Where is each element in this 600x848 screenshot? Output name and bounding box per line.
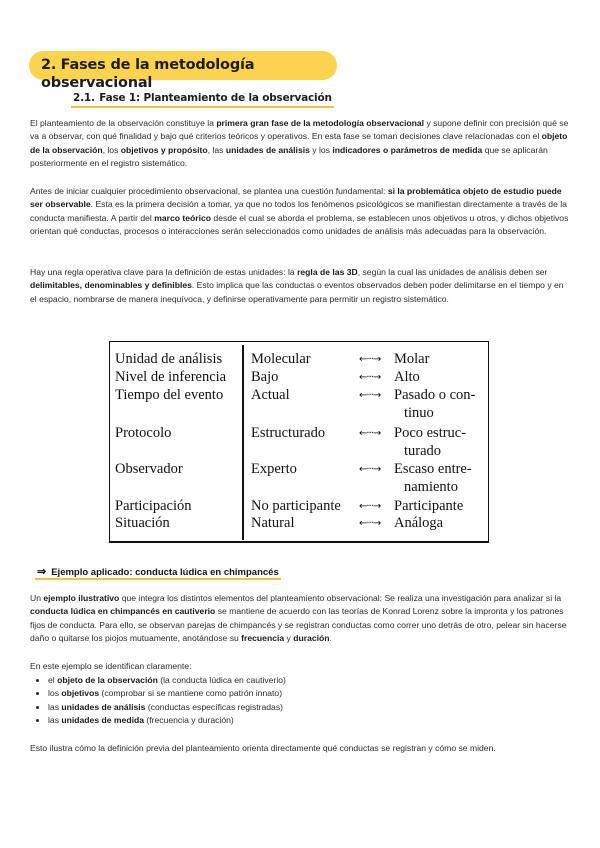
bidirectional-arrow-icon: ←···→: [359, 354, 381, 365]
paragraph-intro: [30, 117, 570, 171]
text: y: [284, 633, 294, 644]
paragraph-identify: En este ejemplo se identifican claramente:: [30, 661, 192, 671]
text: (comprobar si se mantiene como patrón innato): [99, 688, 283, 699]
text: las: [48, 701, 62, 712]
bold-text: conducta lúdica en chimpancés en cautiverio: [30, 606, 216, 617]
paragraph-example: [30, 592, 570, 646]
subsection-number: 2.1.: [73, 92, 95, 104]
row-label: Unidad de análisis: [115, 351, 223, 367]
row-left-value: Actual: [251, 387, 290, 403]
dimensions-figure: [109, 341, 489, 544]
row-right-value-continued: tinuo: [404, 405, 434, 421]
paragraph-3d-rule: [30, 266, 570, 306]
list-item: [48, 701, 286, 714]
row-label: Nivel de inferencia: [115, 369, 227, 385]
row-left-value: Estructurado: [251, 425, 326, 441]
row-right-value: Poco estruc-: [394, 425, 467, 441]
example-heading: [35, 562, 281, 580]
row-right-value: Molar: [394, 351, 430, 367]
row-left-value: No participante: [251, 498, 341, 514]
text: que integra los distintos elementos del planteamiento observacional: Se realiza una investigación para analizar si la: [119, 593, 562, 603]
double-arrow-right-icon: ⇒: [37, 566, 47, 578]
paragraph-conclusion: Esto ilustra cómo la definición previa del planteamiento orienta directamente qué conductas se registran y cómo se miden.: [30, 743, 496, 753]
row-right-value-continued: namiento: [404, 479, 458, 495]
row-left-value: Bajo: [251, 369, 279, 385]
text: el: [48, 675, 58, 685]
text: Antes de iniciar cualquier procedimiento observacional, se plantea una cuestión fundamental:: [30, 186, 388, 196]
text: se mantiene de acuerdo con las teorías de Konrad Lorenz sobre la impronta y los patrones fijos de conducta. Para ello, se observan parejas de chimpancés y se registran conductas como correr uno detrás de otro, pelear sin hacerse daño o quitarse los piojos mutuamente, anotándose su: [30, 606, 567, 644]
list-item: [48, 687, 286, 700]
text: , según la cual las unidades de análisis deben ser: [357, 267, 548, 277]
bold-text: frecuencia: [241, 633, 285, 644]
section-title: Fases de la metodología observacional: [41, 57, 255, 91]
text: . Esta es la primera decisión a tomar, ya que no todos los fenómenos psicológicos se manifiestan directamente a través de la conducta manifiesta. A partir del: [30, 199, 567, 223]
section-number: 2.: [41, 57, 57, 73]
row-right-value: Escaso entre-: [394, 461, 472, 477]
row-right-value: Alto: [394, 369, 420, 385]
text: , las: [207, 144, 226, 155]
row-right-value: Participante: [394, 498, 464, 514]
text: El planteamiento de la observación constituye la: [30, 118, 217, 128]
list-item: [48, 674, 286, 687]
section-heading: [29, 51, 337, 91]
bullet-list: [30, 674, 286, 728]
subsection-heading: [71, 88, 334, 108]
text: Un: [30, 593, 44, 603]
figure-divider: [242, 345, 244, 540]
text: que se aplicarán posteriormente en el registro sistemático.: [30, 144, 548, 169]
row-right-value-continued: turado: [404, 443, 442, 459]
row-left-value: Natural: [251, 515, 295, 531]
text: las: [48, 715, 62, 726]
bold-text: unidades de medida: [61, 715, 144, 726]
bidirectional-arrow-icon: ←···→: [359, 501, 381, 512]
bold-text: si la problemática objeto de estudio puede ser observable: [30, 186, 562, 210]
row-label: Observador: [115, 461, 183, 477]
row-right-value: Pasado o con-: [394, 387, 476, 403]
paragraph-observability: [30, 185, 570, 239]
bold-text: duración: [293, 633, 330, 644]
row-label: Protocolo: [115, 425, 172, 441]
bold-text: unidades de análisis: [61, 701, 146, 712]
subsection-title: Fase 1: Planteamiento de la observación: [99, 92, 332, 104]
bidirectional-arrow-icon: ←···→: [359, 428, 381, 439]
text: y supone definir con precisión qué se va a observar, con qué finalidad y bajo qué criterios teóricos y operativos. En esta fase se toman decisiones clave relacionadas con el: [30, 118, 569, 142]
text: (frecuencia y duración): [144, 715, 234, 726]
text: desde el cual se aborda el problema, se establecen unos objetivos u otros, y dichos objetivos orientan qué conductas, procesos o interacciones serán seleccionados como unidades de análisis más adecuadas para la observación.: [30, 212, 569, 237]
row-right-value: Análoga: [394, 515, 444, 531]
bold-text: objetivos y propósito: [120, 144, 208, 155]
bold-text: indicadores o parámetros de medida: [332, 144, 483, 155]
row-label: Participación: [115, 498, 192, 514]
bold-text: objeto de la observación: [30, 131, 568, 155]
row-left-value: Molecular: [251, 351, 311, 367]
bold-text: delimitables, denominables y definibles: [30, 280, 192, 291]
list-item: [48, 714, 286, 727]
bidirectional-arrow-icon: ←···→: [359, 464, 381, 475]
bidirectional-arrow-icon: ←···→: [359, 372, 381, 383]
bidirectional-arrow-icon: ←···→: [359, 390, 381, 401]
bold-text: objetivos: [61, 688, 100, 699]
bidirectional-arrow-icon: ←···→: [359, 518, 381, 529]
bold-text: objeto de la observación: [57, 675, 158, 685]
bold-text: primera gran fase de la metodología observacional: [216, 118, 425, 128]
text: . Esto implica que las conductas o eventos observados deben poder delimitarse en el tiempo y en el espacio, nombrarse de manera inequívoca, y definirse operativamente para permitir un registro sistemático.: [30, 280, 564, 304]
row-left-value: Experto: [251, 461, 297, 477]
bold-text: marco teórico: [154, 212, 212, 223]
text: (la conducta lúdica en cautiverio): [157, 675, 286, 685]
text: Hay una regla operativa clave para la definición de estas unidades: la: [30, 267, 298, 277]
text: y los: [309, 144, 333, 155]
bold-text: regla de las 3D: [297, 267, 358, 277]
bold-text: unidades de análisis: [225, 144, 310, 155]
text: , los: [102, 144, 121, 155]
text: .: [329, 633, 332, 644]
row-label: Tiempo del evento: [115, 387, 224, 403]
example-title: Ejemplo aplicado: conducta lúdica en chimpancés: [51, 567, 279, 578]
text: (conductas específicas registradas): [145, 701, 284, 712]
row-label: Situación: [115, 515, 170, 531]
bold-text: ejemplo ilustrativo: [43, 593, 120, 603]
text: los: [48, 688, 62, 699]
